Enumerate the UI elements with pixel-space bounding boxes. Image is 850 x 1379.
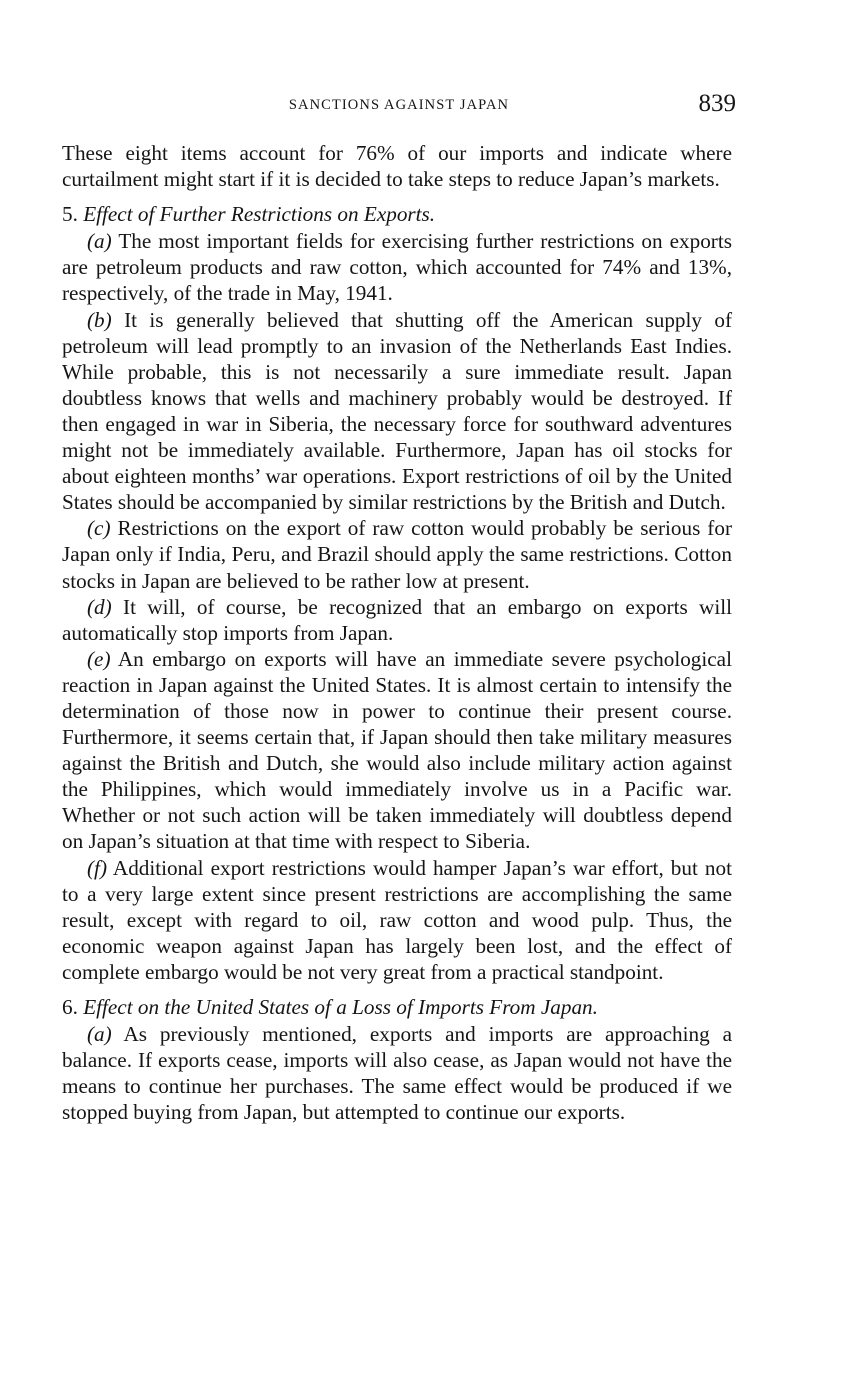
section-5-number: 5. [62, 202, 78, 227]
section-6-paragraph-a [62, 1021, 732, 1125]
section-5-paragraph-e [62, 646, 732, 855]
page-header [62, 90, 736, 124]
section-5-paragraph-a [62, 228, 732, 306]
paragraph-text: As previously mentioned, exports and imports are approaching a balance. If exports cease, imports will also cease, as Japan would not have the means to continue her purchases. The same effect would be produced if we stopped buying from Japan, but attempted to continue our exports. [62, 1022, 732, 1125]
paragraph-text: It is generally believed that shutting off the American supply of petroleum will lead promptly to an invasion of the Netherlands East Indies. While probable, this is not necessarily a sure immediate result. Japan doubtless knows that wells and machinery probably would be destroyed. If then engaged in war in Siberia, the necessary force for southward adventures might not be immediately available. Furthermore, Japan has oil stocks for about eighteen months’ war operations. Export restrictions of oil by the United States should be accompanied by similar restrictions by the British and Dutch. [62, 307, 733, 515]
section-5-paragraph-d [62, 594, 732, 646]
paragraph-text: It will, of course, be recognized that an embargo on exports will automatically stop imports from Japan. [62, 594, 733, 645]
paragraph-text: The most important fields for exercising further restrictions on exports are petroleum products and raw cotton, which accounted for 74% and 13%, respectively, of the trade in May, 1941. [62, 229, 732, 306]
section-6-heading [62, 994, 732, 1020]
paragraph-label: (b) [87, 307, 112, 332]
body-text [62, 140, 732, 1125]
paragraph-label: (a) [87, 229, 112, 254]
paragraph-label: (d) [87, 594, 112, 619]
paragraph-label: (e) [87, 646, 111, 671]
section-5-paragraph-f [62, 855, 732, 985]
section-6-number: 6. [62, 995, 78, 1019]
section-5-heading [62, 201, 732, 227]
page-number: 839 [698, 90, 736, 117]
paragraph-label: (a) [87, 1022, 112, 1047]
section-5-paragraph-c [62, 515, 732, 593]
paragraph-text: Additional export restrictions would hamper Japan’s war effort, but not to a very large extent since present restrictions are accomplishing the same result, except with regard to oil, raw cotton and wood pulp. Thus, the economic weapon against Japan has largely been lost, and the effect of complete embargo would be not very great from a practical standpoint. [62, 855, 732, 984]
paragraph-label: (f) [87, 855, 107, 880]
paragraph-label: (c) [87, 516, 111, 541]
intro-paragraph: These eight items account for 76% of our imports and indicate where curtailment might start if it is decided to take steps to reduce Japan’s markets. [62, 141, 732, 192]
paragraph-text: An embargo on exports will have an immediate severe psychological reaction in Japan against the United States. It is almost certain to intensify the determination of those now in power to continue their present course. Furthermore, it seems certain that, if Japan should then take military measures against the British and Dutch, she would also include military action against the Philippines, which would immediately involve us in a Pacific war. Whether or not such action will be taken immediately will doubtless depend on Japan’s situation at that time with respect to Siberia. [62, 646, 732, 854]
running-head: SANCTIONS AGAINST JAPAN [288, 97, 510, 113]
section-5-paragraph-b [62, 307, 732, 516]
paragraph-text: Restrictions on the export of raw cotton would probably be serious for Japan only if India, Peru, and Brazil should apply the same restrictions. Cotton stocks in Japan are believed to be rather low at present. [62, 516, 732, 593]
section-6-title: Effect on the United States of a Loss of Imports From Japan. [83, 995, 598, 1019]
section-5-title: Effect of Further Restrictions on Exports. [83, 202, 436, 227]
